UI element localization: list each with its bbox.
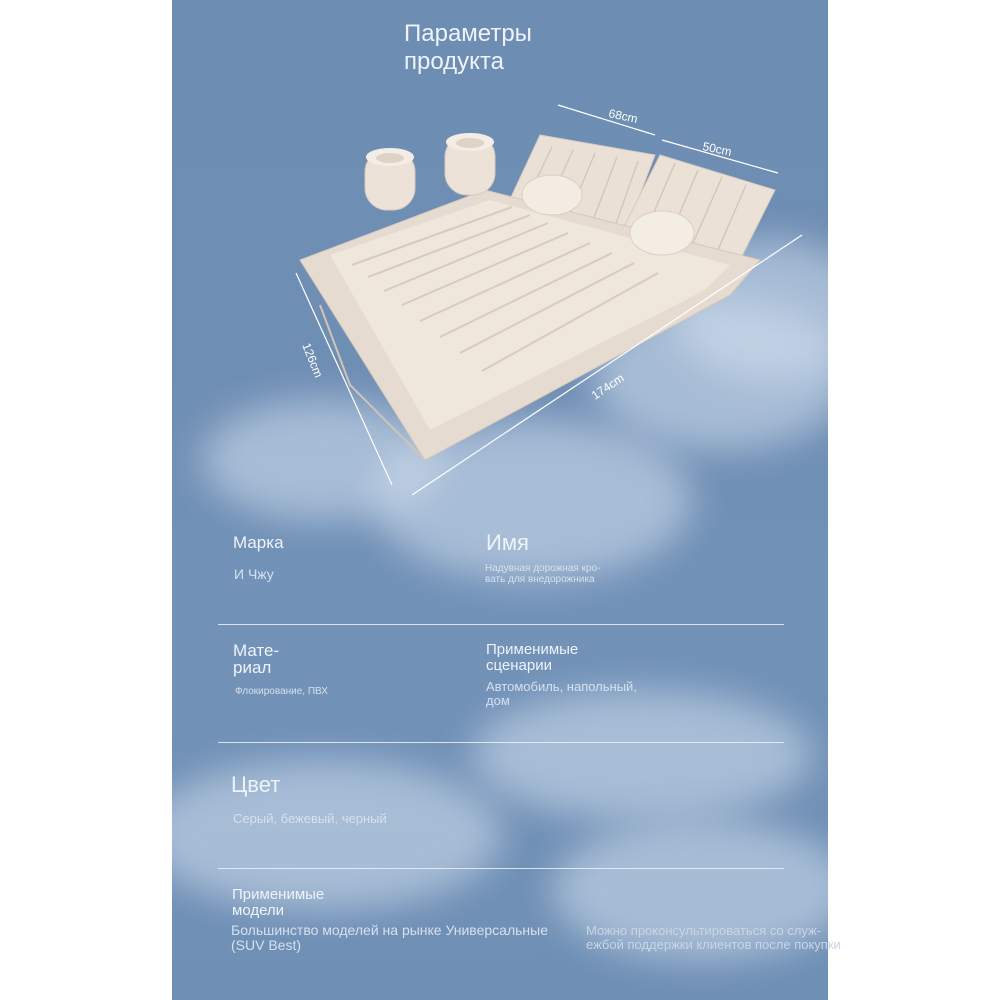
scenes-value [486, 680, 637, 708]
models-label [232, 887, 324, 919]
divider [218, 624, 784, 625]
support-note-line: Можно проконсультироваться со служ- [586, 923, 822, 938]
cloud [172, 760, 502, 910]
name-value [485, 563, 600, 585]
models-value-line: Большинство моделей на рынке Универсальные [231, 922, 548, 938]
product-photo [290, 95, 820, 505]
name-value-line: вать для внедорожника [485, 574, 595, 585]
name-value-line: Надувная дорожная кро- [485, 563, 601, 574]
dimension-label: 50cm [701, 139, 733, 160]
dimension-label: 126cm [299, 340, 326, 380]
scenes-value-line: дом [486, 693, 510, 708]
support-note-line: ежбой поддержки клиентов после покупки [586, 937, 841, 952]
brand-value: И Чжу [234, 566, 274, 582]
material-value: Флокирование, ПВХ [235, 686, 328, 697]
models-label-line: модели [232, 902, 285, 919]
brand-label: Марка [233, 533, 284, 552]
pillow [630, 211, 694, 255]
dimension-label: 174cm [588, 370, 627, 403]
stool [365, 148, 415, 210]
dimension-label: 68cm [607, 106, 639, 127]
page-title-line: продукта [404, 48, 505, 75]
material-label [233, 642, 279, 676]
color-label: Цвет [231, 772, 281, 797]
page-title [404, 20, 604, 76]
models-value [231, 923, 548, 953]
material-label-line: риал [233, 658, 272, 677]
scenes-label-line: Применимые [486, 641, 579, 658]
scenes-label-line: сценарии [486, 657, 552, 674]
models-value-line: (SUV Best) [231, 937, 302, 953]
name-label: Имя [486, 530, 529, 555]
stool [445, 133, 495, 195]
models-label-line: Применимые [232, 886, 325, 903]
color-value: Серый, бежевый, черный [233, 811, 387, 826]
pillow [522, 175, 582, 215]
cloud [472, 690, 812, 820]
page-title-line: Параметры [404, 20, 532, 47]
scenes-value-line: Автомобиль, напольный, [486, 679, 637, 694]
scenes-label [486, 642, 578, 674]
material-label-line: Мате- [233, 641, 280, 660]
divider [218, 742, 784, 743]
support-note [586, 924, 841, 952]
divider [218, 868, 784, 869]
